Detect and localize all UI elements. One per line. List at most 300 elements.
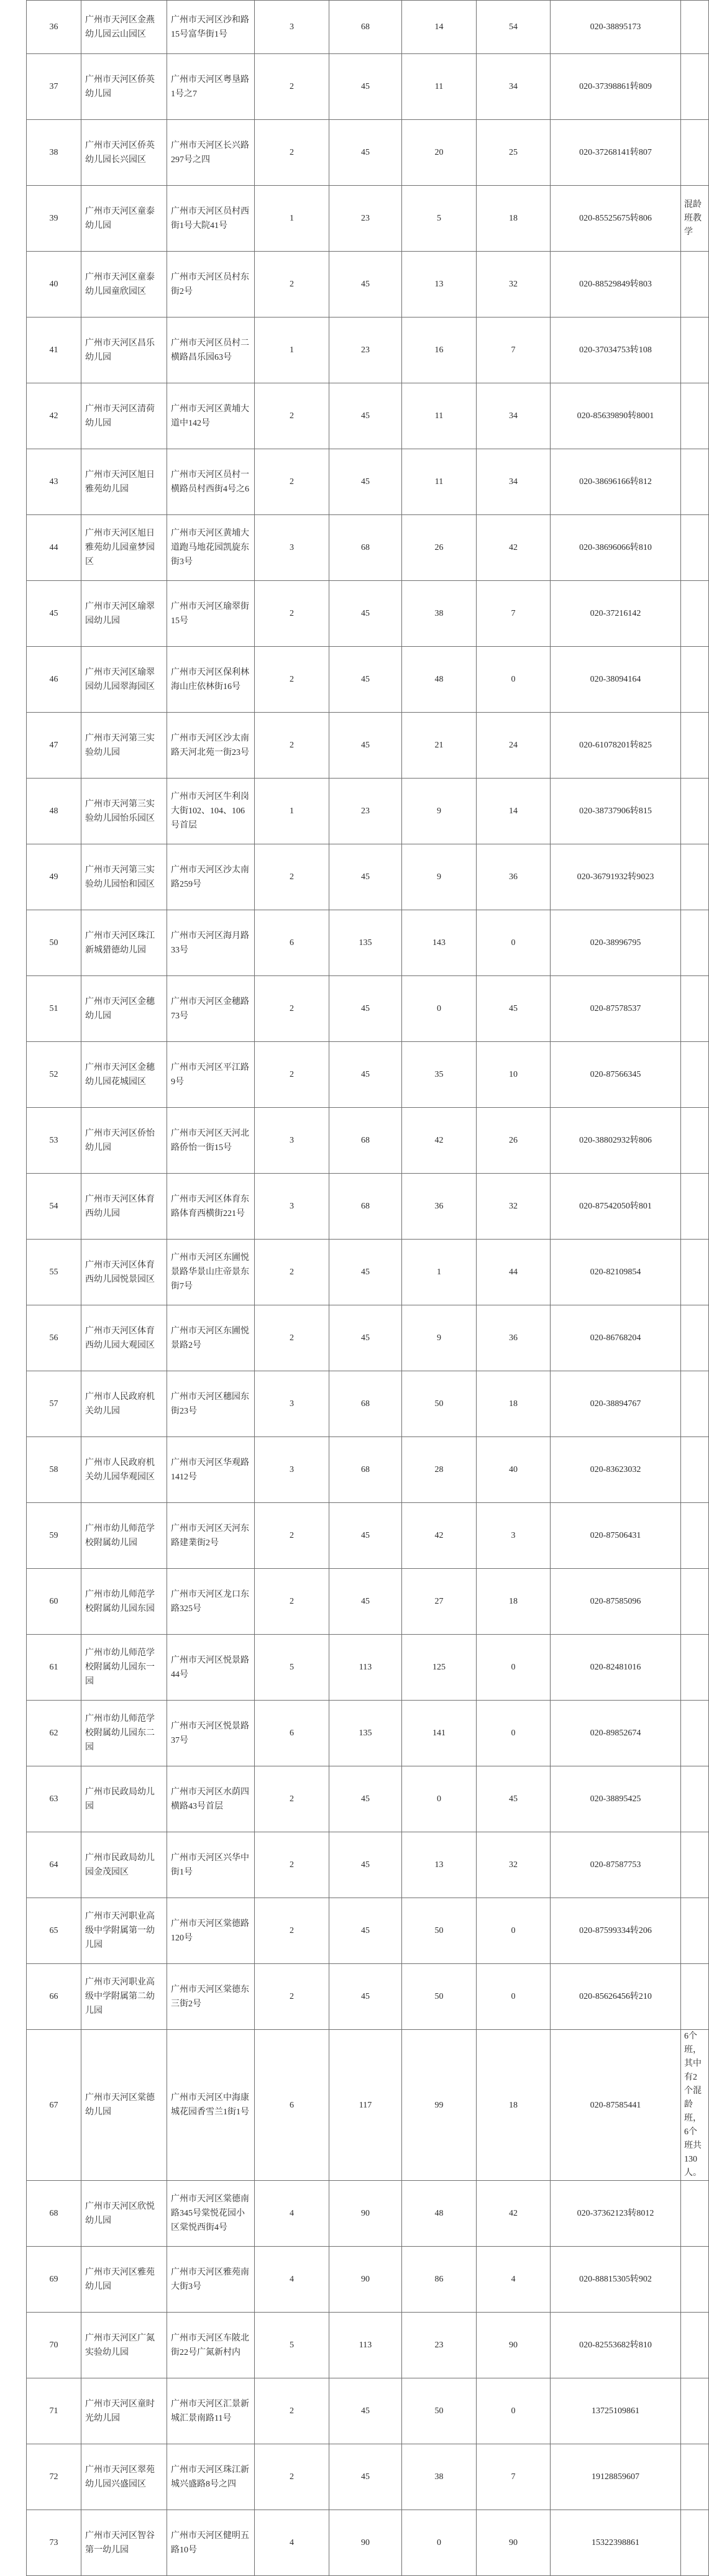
cell-phone: 020-38696166转812 [551,449,681,515]
cell-vacancy: 0 [477,647,551,713]
cell-classes: 5 [255,2313,329,2378]
table-row [27,317,709,383]
cell-kindergarten-name: 广州市幼儿师范学校附属幼儿园 [81,1503,167,1569]
table-row [27,449,709,515]
cell-classes: 2 [255,1832,329,1898]
cell-note [681,1174,709,1240]
cell-vacancy: 24 [477,713,551,779]
cell-capacity: 68 [329,1437,402,1503]
table-row [27,1240,709,1305]
table-row [27,844,709,910]
cell-address: 广州市天河区粤垦路1号之7 [167,54,255,120]
table-row [27,2313,709,2378]
cell-phone: 15322398861 [551,2510,681,2576]
cell-vacancy: 42 [477,515,551,581]
cell-kindergarten-name: 广州市天河区瑜翠园幼儿园翠海园区 [81,647,167,713]
cell-note: 6个班，其中有2个混龄班，6个班共130人。 [681,2030,709,2181]
cell-capacity: 68 [329,515,402,581]
table-row [27,1305,709,1371]
cell-capacity: 45 [329,1964,402,2030]
cell-enrolled: 38 [402,2444,477,2510]
cell-address: 广州市天河区珠江新城兴盛路8号之四 [167,2444,255,2510]
cell-vacancy: 34 [477,54,551,120]
cell-address: 广州市天河区华观路1412号 [167,1437,255,1503]
table-row [27,1437,709,1503]
cell-capacity: 23 [329,186,402,252]
cell-capacity: 90 [329,2510,402,2576]
cell-phone: 020-38895425 [551,1766,681,1832]
cell-address: 广州市天河区员村一横路员村西街4号之6 [167,449,255,515]
cell-classes: 2 [255,1503,329,1569]
cell-enrolled: 20 [402,120,477,186]
cell-address: 广州市天河区平江路9号 [167,1042,255,1108]
cell-index: 64 [27,1832,81,1898]
cell-note [681,1108,709,1174]
cell-index: 44 [27,515,81,581]
cell-vacancy: 45 [477,1766,551,1832]
cell-kindergarten-name: 广州市天河区童泰幼儿园 [81,186,167,252]
cell-index: 70 [27,2313,81,2378]
table-row [27,120,709,186]
cell-phone: 020-37034753转108 [551,317,681,383]
cell-index: 55 [27,1240,81,1305]
cell-note [681,2247,709,2313]
table-row [27,1766,709,1832]
cell-vacancy: 0 [477,1701,551,1766]
cell-note [681,1964,709,2030]
cell-address: 广州市天河区黄埔大道中142号 [167,383,255,449]
cell-enrolled: 35 [402,1042,477,1108]
cell-capacity: 45 [329,1766,402,1832]
cell-capacity: 45 [329,1305,402,1371]
cell-address: 广州市天河区穗园东街23号 [167,1371,255,1437]
cell-vacancy: 7 [477,581,551,647]
cell-note [681,1371,709,1437]
cell-address: 广州市天河区中海康城花园香雪兰1街1号 [167,2030,255,2181]
cell-classes: 1 [255,186,329,252]
cell-classes: 2 [255,647,329,713]
cell-address: 广州市天河区牛利岗大街102、104、106号首层 [167,779,255,844]
cell-enrolled: 13 [402,1832,477,1898]
cell-kindergarten-name: 广州市天河区体育西幼儿园大观园区 [81,1305,167,1371]
cell-enrolled: 16 [402,317,477,383]
cell-phone: 020-87585096 [551,1569,681,1635]
cell-enrolled: 11 [402,449,477,515]
cell-kindergarten-name: 广州市天河区旭日雅苑幼儿园童梦园区 [81,515,167,581]
cell-capacity: 45 [329,2444,402,2510]
cell-address: 广州市天河区瑜翠街15号 [167,581,255,647]
cell-classes: 2 [255,120,329,186]
cell-phone: 020-38894767 [551,1371,681,1437]
cell-note [681,120,709,186]
cell-phone: 020-82553682转810 [551,2313,681,2378]
cell-kindergarten-name: 广州市天河区体育西幼儿园悦景园区 [81,1240,167,1305]
cell-index: 40 [27,252,81,317]
cell-vacancy: 18 [477,1371,551,1437]
table-row [27,515,709,581]
cell-phone: 020-88815305转902 [551,2247,681,2313]
cell-enrolled: 9 [402,1305,477,1371]
cell-kindergarten-name: 广州市天河区翠苑幼儿园兴盛园区 [81,2444,167,2510]
table-row [27,910,709,976]
cell-enrolled: 50 [402,2378,477,2444]
cell-address: 广州市天河区沙和路15号富华街1号 [167,1,255,54]
table-row [27,2510,709,2576]
cell-kindergarten-name: 广州市天河区雅苑幼儿园 [81,2247,167,2313]
cell-classes: 3 [255,1437,329,1503]
cell-kindergarten-name: 广州市人民政府机关幼儿园华观园区 [81,1437,167,1503]
cell-index: 54 [27,1174,81,1240]
cell-capacity: 68 [329,1371,402,1437]
cell-classes: 2 [255,252,329,317]
cell-enrolled: 11 [402,383,477,449]
cell-enrolled: 13 [402,252,477,317]
cell-address: 广州市天河区悦景路44号 [167,1635,255,1701]
cell-address: 广州市天河区沙太南路259号 [167,844,255,910]
cell-note [681,1766,709,1832]
table-row [27,779,709,844]
cell-phone: 020-89852674 [551,1701,681,1766]
cell-note [681,1898,709,1964]
cell-enrolled: 26 [402,515,477,581]
table-row [27,581,709,647]
cell-enrolled: 86 [402,2247,477,2313]
cell-classes: 2 [255,449,329,515]
cell-enrolled: 42 [402,1108,477,1174]
cell-enrolled: 48 [402,647,477,713]
cell-address: 广州市天河区棠德南路345号棠悦花园小区棠悦西街4号 [167,2181,255,2247]
cell-vacancy: 34 [477,449,551,515]
cell-index: 73 [27,2510,81,2576]
cell-capacity: 45 [329,1569,402,1635]
cell-address: 广州市天河区龙口东路325号 [167,1569,255,1635]
cell-classes: 5 [255,1635,329,1701]
cell-address: 广州市天河区汇景新城汇景南路11号 [167,2378,255,2444]
table-row [27,2378,709,2444]
cell-classes: 6 [255,1701,329,1766]
cell-capacity: 45 [329,120,402,186]
cell-classes: 2 [255,1766,329,1832]
cell-phone: 020-38996795 [551,910,681,976]
cell-vacancy: 90 [477,2510,551,2576]
cell-note [681,1240,709,1305]
cell-address: 广州市天河区沙太南路天河北苑一街23号 [167,713,255,779]
table-row [27,2181,709,2247]
cell-enrolled: 48 [402,2181,477,2247]
cell-enrolled: 38 [402,581,477,647]
cell-kindergarten-name: 广州市天河第三实验幼儿园怡乐园区 [81,779,167,844]
cell-capacity: 90 [329,2181,402,2247]
cell-kindergarten-name: 广州市天河区体育西幼儿园 [81,1174,167,1240]
cell-note [681,713,709,779]
cell-capacity: 45 [329,2378,402,2444]
cell-enrolled: 0 [402,2510,477,2576]
cell-vacancy: 90 [477,2313,551,2378]
cell-note [681,1503,709,1569]
cell-phone: 020-38802932转806 [551,1108,681,1174]
cell-phone: 020-38094164 [551,647,681,713]
cell-address: 广州市天河区金穗路73号 [167,976,255,1042]
cell-vacancy: 4 [477,2247,551,2313]
cell-index: 62 [27,1701,81,1766]
cell-kindergarten-name: 广州市民政局幼儿园 [81,1766,167,1832]
cell-vacancy: 18 [477,186,551,252]
cell-phone: 020-82481016 [551,1635,681,1701]
cell-kindergarten-name: 广州市天河区广氮实验幼儿园 [81,2313,167,2378]
cell-index: 37 [27,54,81,120]
cell-kindergarten-name: 广州市民政局幼儿园金茂园区 [81,1832,167,1898]
cell-vacancy: 34 [477,383,551,449]
cell-index: 41 [27,317,81,383]
cell-address: 广州市天河区员村西街1号大院41号 [167,186,255,252]
cell-index: 52 [27,1042,81,1108]
cell-address: 广州市天河区员村东街2号 [167,252,255,317]
cell-index: 38 [27,120,81,186]
cell-kindergarten-name: 广州市人民政府机关幼儿园 [81,1371,167,1437]
table-row [27,2444,709,2510]
table-row [27,1042,709,1108]
cell-capacity: 113 [329,2313,402,2378]
cell-classes: 2 [255,2444,329,2510]
cell-index: 49 [27,844,81,910]
cell-capacity: 45 [329,1042,402,1108]
cell-vacancy: 42 [477,2181,551,2247]
cell-kindergarten-name: 广州市天河区旭日雅苑幼儿园 [81,449,167,515]
cell-enrolled: 9 [402,779,477,844]
cell-phone: 020-61078201转825 [551,713,681,779]
cell-index: 46 [27,647,81,713]
cell-note [681,2313,709,2378]
cell-capacity: 23 [329,317,402,383]
cell-index: 63 [27,1766,81,1832]
cell-kindergarten-name: 广州市幼儿师范学校附属幼儿园东二园 [81,1701,167,1766]
cell-phone: 020-87542050转801 [551,1174,681,1240]
table-row [27,1,709,54]
cell-capacity: 45 [329,252,402,317]
cell-vacancy: 32 [477,252,551,317]
cell-phone: 020-83623032 [551,1437,681,1503]
cell-kindergarten-name: 广州市天河第三实验幼儿园怡和园区 [81,844,167,910]
cell-classes: 2 [255,1305,329,1371]
cell-capacity: 23 [329,779,402,844]
cell-classes: 2 [255,383,329,449]
cell-classes: 3 [255,515,329,581]
cell-enrolled: 125 [402,1635,477,1701]
cell-classes: 3 [255,1371,329,1437]
cell-address: 广州市天河区车陂北街22号广氮新村内 [167,2313,255,2378]
cell-phone: 19128859607 [551,2444,681,2510]
cell-address: 广州市天河区棠德东三街2号 [167,1964,255,2030]
cell-note [681,317,709,383]
cell-classes: 6 [255,2030,329,2181]
cell-vacancy: 45 [477,976,551,1042]
cell-address: 广州市天河区悦景路37号 [167,1701,255,1766]
cell-capacity: 45 [329,581,402,647]
cell-index: 71 [27,2378,81,2444]
cell-index: 39 [27,186,81,252]
table-row [27,1174,709,1240]
cell-phone: 020-37398861转809 [551,54,681,120]
cell-enrolled: 23 [402,2313,477,2378]
cell-enrolled: 28 [402,1437,477,1503]
cell-classes: 2 [255,713,329,779]
cell-classes: 4 [255,2181,329,2247]
cell-note [681,976,709,1042]
cell-index: 57 [27,1371,81,1437]
cell-classes: 2 [255,1569,329,1635]
cell-kindergarten-name: 广州市天河区金穗幼儿园 [81,976,167,1042]
cell-vacancy: 0 [477,1635,551,1701]
cell-phone: 020-37268141转807 [551,120,681,186]
cell-kindergarten-name: 广州市天河区侨英幼儿园 [81,54,167,120]
cell-note [681,647,709,713]
table-row [27,1635,709,1701]
cell-phone: 020-87578537 [551,976,681,1042]
cell-note [681,844,709,910]
cell-index: 45 [27,581,81,647]
cell-phone: 020-87566345 [551,1042,681,1108]
cell-vacancy: 14 [477,779,551,844]
cell-address: 广州市天河区东圃悦景路2号 [167,1305,255,1371]
cell-vacancy: 18 [477,2030,551,2181]
cell-enrolled: 50 [402,1964,477,2030]
table-row [27,1898,709,1964]
cell-index: 66 [27,1964,81,2030]
cell-address: 广州市天河区棠德路120号 [167,1898,255,1964]
cell-phone: 020-87599334转206 [551,1898,681,1964]
cell-vacancy: 26 [477,1108,551,1174]
cell-index: 56 [27,1305,81,1371]
cell-capacity: 45 [329,844,402,910]
cell-kindergarten-name: 广州市天河区童泰幼儿园童欣园区 [81,252,167,317]
table-row [27,713,709,779]
cell-index: 58 [27,1437,81,1503]
cell-phone: 020-37362123转8012 [551,2181,681,2247]
cell-enrolled: 50 [402,1898,477,1964]
cell-kindergarten-name: 广州市天河职业高级中学附属第一幼儿园 [81,1898,167,1964]
cell-phone: 020-85626456转210 [551,1964,681,2030]
cell-kindergarten-name: 广州市天河区侨怡幼儿园 [81,1108,167,1174]
cell-vacancy: 10 [477,1042,551,1108]
cell-kindergarten-name: 广州市天河区智谷第一幼儿园 [81,2510,167,2576]
cell-capacity: 45 [329,647,402,713]
cell-enrolled: 50 [402,1371,477,1437]
cell-address: 广州市天河区天河东路建業街2号 [167,1503,255,1569]
cell-note [681,1305,709,1371]
cell-index: 69 [27,2247,81,2313]
cell-enrolled: 1 [402,1240,477,1305]
cell-classes: 4 [255,2247,329,2313]
cell-note [681,910,709,976]
cell-vacancy: 3 [477,1503,551,1569]
cell-vacancy: 0 [477,1898,551,1964]
cell-capacity: 117 [329,2030,402,2181]
cell-address: 广州市天河区健明五路10号 [167,2510,255,2576]
cell-phone: 020-38895173 [551,1,681,54]
table-row [27,252,709,317]
cell-index: 50 [27,910,81,976]
cell-capacity: 68 [329,1174,402,1240]
cell-phone: 020-85639890转8001 [551,383,681,449]
cell-address: 广州市天河区黄埔大道跑马地花园凯旋东街3号 [167,515,255,581]
cell-note [681,1,709,54]
cell-vacancy: 44 [477,1240,551,1305]
cell-kindergarten-name: 广州市天河区清荷幼儿园 [81,383,167,449]
cell-vacancy: 32 [477,1832,551,1898]
cell-capacity: 45 [329,713,402,779]
cell-note [681,1042,709,1108]
cell-address: 广州市天河区保利林海山庄依林街16号 [167,647,255,713]
cell-phone: 020-36791932转9023 [551,844,681,910]
cell-capacity: 68 [329,1,402,54]
cell-classes: 4 [255,2510,329,2576]
cell-note [681,1437,709,1503]
cell-note [681,581,709,647]
cell-capacity: 45 [329,54,402,120]
cell-vacancy: 0 [477,1964,551,2030]
cell-kindergarten-name: 广州市天河区金穗幼儿园花城园区 [81,1042,167,1108]
cell-vacancy: 18 [477,1569,551,1635]
cell-vacancy: 7 [477,317,551,383]
cell-classes: 2 [255,1042,329,1108]
cell-note [681,449,709,515]
cell-capacity: 135 [329,1701,402,1766]
kindergarten-table [26,0,709,2576]
table-row [27,1108,709,1174]
cell-phone: 020-88529849转803 [551,252,681,317]
cell-classes: 2 [255,581,329,647]
cell-enrolled: 0 [402,976,477,1042]
table-row [27,647,709,713]
cell-note [681,252,709,317]
cell-capacity: 90 [329,2247,402,2313]
cell-note [681,515,709,581]
table-row [27,1964,709,2030]
cell-kindergarten-name: 广州市幼儿师范学校附属幼儿园东一园 [81,1635,167,1701]
cell-index: 48 [27,779,81,844]
cell-capacity: 135 [329,910,402,976]
cell-index: 61 [27,1635,81,1701]
cell-classes: 3 [255,1108,329,1174]
cell-vacancy: 0 [477,910,551,976]
cell-index: 36 [27,1,81,54]
cell-classes: 2 [255,1898,329,1964]
cell-index: 42 [27,383,81,449]
cell-note [681,54,709,120]
table-row [27,1503,709,1569]
cell-enrolled: 36 [402,1174,477,1240]
cell-kindergarten-name: 广州市天河区瑜翠园幼儿园 [81,581,167,647]
table-row [27,1832,709,1898]
cell-vacancy: 0 [477,2378,551,2444]
table-row [27,186,709,252]
table-row [27,2030,709,2181]
cell-note [681,1832,709,1898]
table-body [27,1,709,2576]
cell-classes: 2 [255,976,329,1042]
cell-classes: 3 [255,1,329,54]
cell-index: 65 [27,1898,81,1964]
cell-note [681,2378,709,2444]
cell-address: 广州市天河区海月路33号 [167,910,255,976]
cell-phone: 020-85525675转806 [551,186,681,252]
cell-index: 68 [27,2181,81,2247]
cell-index: 72 [27,2444,81,2510]
cell-classes: 2 [255,54,329,120]
cell-kindergarten-name: 广州市天河第三实验幼儿园 [81,713,167,779]
cell-vacancy: 40 [477,1437,551,1503]
cell-vacancy: 32 [477,1174,551,1240]
